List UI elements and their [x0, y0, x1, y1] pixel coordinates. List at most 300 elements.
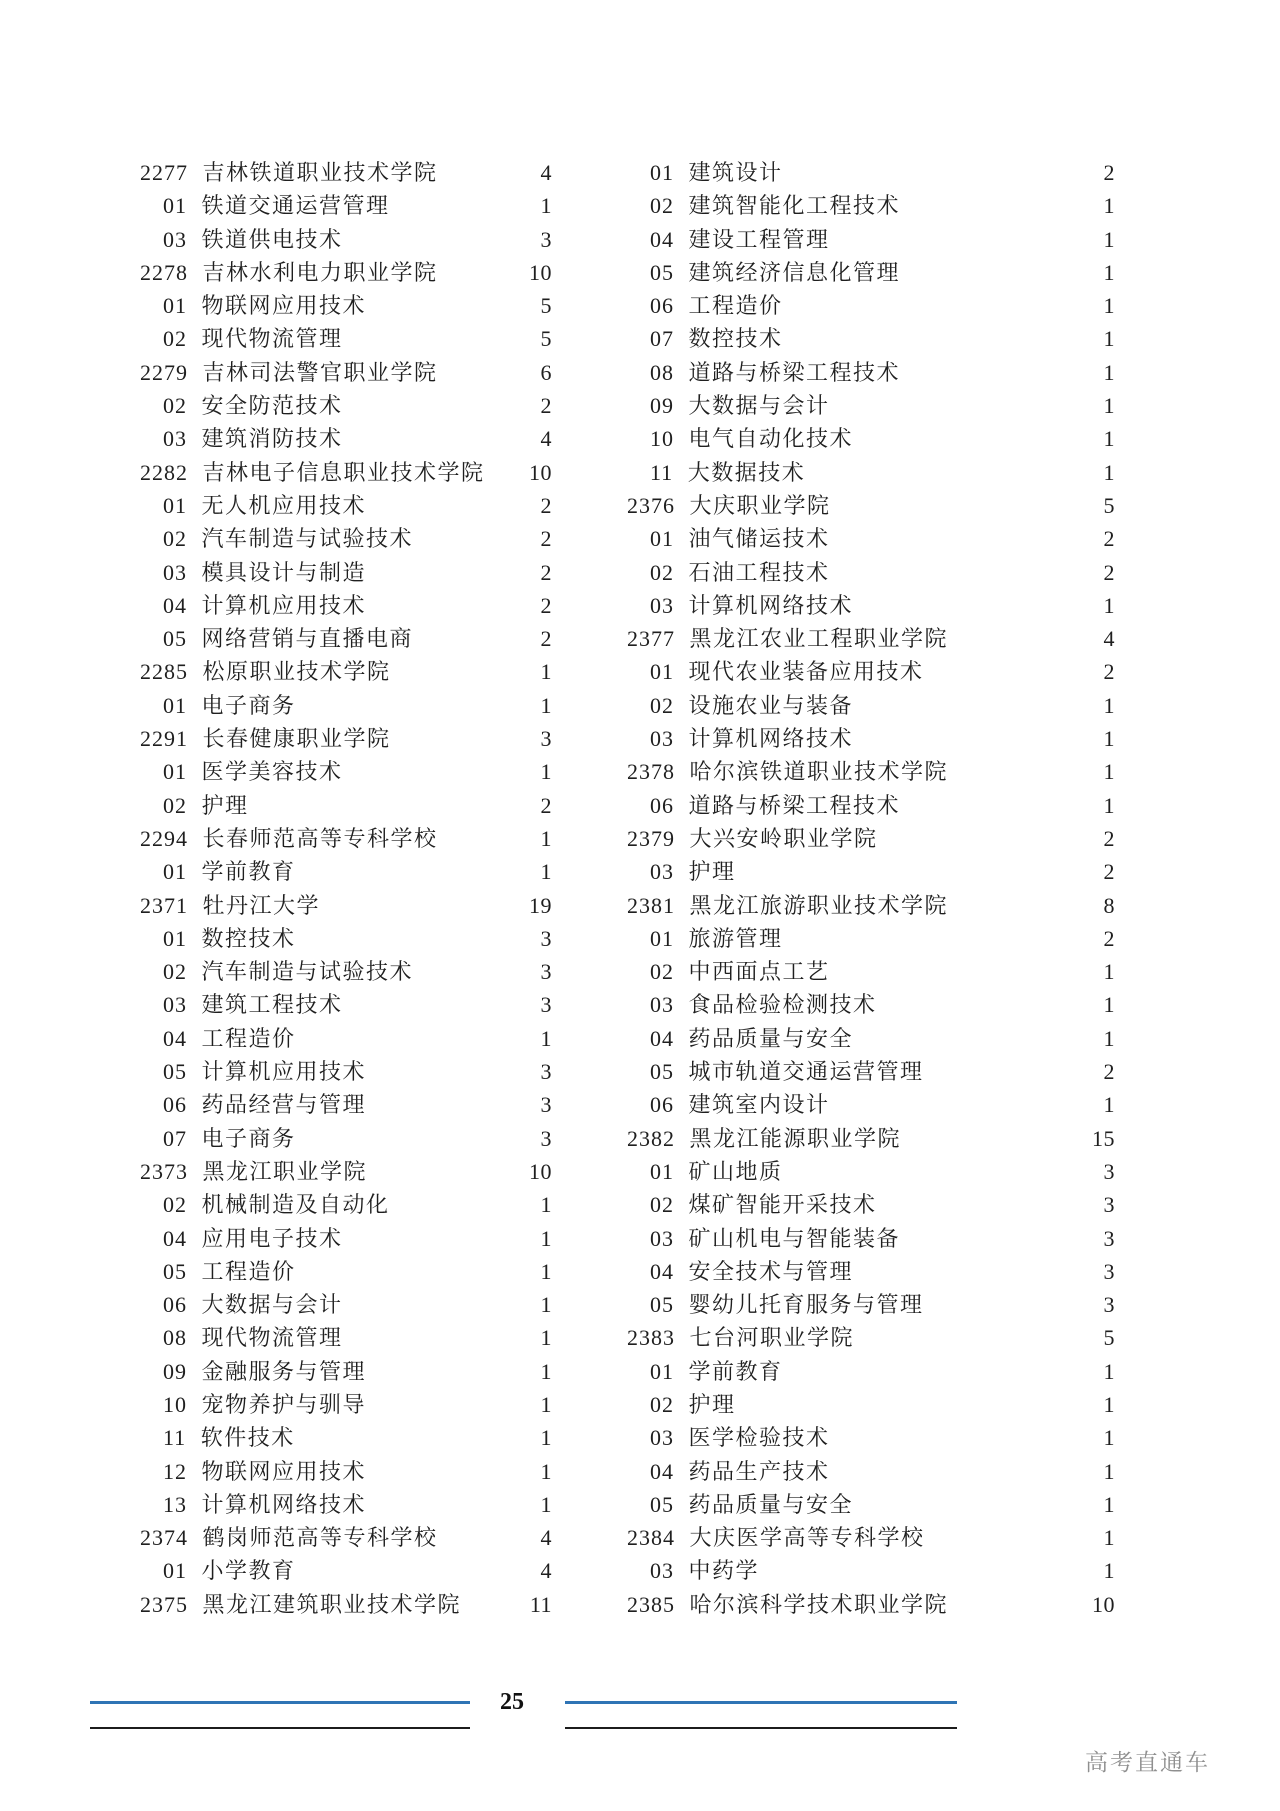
admission-count: 11: [529, 1591, 552, 1617]
list-item-label: [627, 1321, 854, 1354]
item-name: 黑龙江农业工程职业学院: [689, 626, 949, 652]
list-item: [627, 456, 1115, 489]
list-item-label: [140, 289, 366, 322]
list-item: [140, 1321, 552, 1354]
item-name: 计算机网络技术: [688, 592, 854, 618]
list-item-label: [140, 1521, 438, 1554]
list-item-label: [627, 789, 900, 822]
item-name: 道路与桥梁工程技术: [688, 359, 901, 385]
item-code: 01: [650, 1358, 674, 1384]
admission-count: 4: [540, 160, 552, 185]
admission-count: 1: [1103, 1025, 1115, 1051]
item-name: 现代物流管理: [201, 1325, 343, 1351]
admission-count: 3: [540, 1125, 552, 1151]
item-name: 药品质量与安全: [688, 1491, 854, 1517]
list-item-label: [627, 456, 805, 489]
item-name: 药品生产技术: [688, 1458, 830, 1484]
list-item: [140, 1388, 552, 1421]
list-item-label: [627, 589, 853, 622]
admission-count: 1: [540, 1325, 552, 1351]
list-item: [627, 955, 1115, 988]
admission-count: 3: [540, 226, 552, 252]
item-name: 松原职业技术学院: [202, 659, 391, 685]
admission-count: 5: [1103, 1325, 1115, 1351]
list-item: [140, 389, 552, 422]
item-name: 计算机应用技术: [201, 592, 367, 618]
list-item: [627, 1388, 1115, 1421]
admission-count: 2: [1103, 526, 1115, 552]
list-item-label: [140, 489, 366, 522]
item-code: 2385: [627, 1591, 675, 1617]
watermark-text: 高考直通车: [1085, 1749, 1210, 1775]
list-item-label: [140, 356, 438, 389]
item-name: 工程造价: [201, 1025, 296, 1051]
item-code: 03: [650, 859, 674, 885]
list-item-label: [627, 1388, 736, 1421]
item-code: 2374: [140, 1525, 188, 1551]
item-name: 学前教育: [688, 1358, 783, 1384]
admission-count: 1: [540, 1225, 552, 1251]
list-item-label: [627, 1554, 759, 1587]
item-code: 04: [650, 1458, 674, 1484]
list-item-label: [140, 1388, 366, 1421]
item-name: 汽车制造与试验技术: [201, 959, 414, 985]
item-code: 08: [650, 359, 674, 385]
list-item-label: [140, 622, 413, 655]
list-item: [627, 1022, 1115, 1055]
item-name: 电气自动化技术: [688, 426, 854, 452]
admission-count: 1: [1103, 459, 1115, 485]
item-name: 网络营销与直播电商: [201, 626, 414, 652]
admission-count: 4: [1103, 626, 1115, 652]
list-item: [627, 1521, 1115, 1554]
list-item: [627, 1355, 1115, 1388]
item-name: 药品质量与安全: [688, 1025, 854, 1051]
list-item-label: [140, 322, 343, 355]
admission-count: 3: [1103, 1158, 1115, 1184]
list-item: [627, 988, 1115, 1021]
item-code: 2294: [140, 825, 188, 851]
item-code: 01: [650, 1158, 674, 1184]
admission-count: 2: [1103, 559, 1115, 585]
admission-count: 1: [540, 825, 552, 851]
item-code: 01: [163, 193, 187, 219]
list-item: [140, 356, 552, 389]
admission-count: 1: [1103, 1092, 1115, 1118]
list-item: [140, 322, 552, 355]
item-name: 现代物流管理: [201, 326, 343, 352]
item-name: 软件技术: [200, 1425, 295, 1451]
admission-count: 3: [540, 925, 552, 951]
item-code: 2378: [627, 759, 675, 785]
list-item: [627, 655, 1115, 688]
list-item: [140, 1255, 552, 1288]
admission-count: 1: [1103, 692, 1115, 718]
list-item: [140, 522, 552, 555]
list-item-label: [627, 422, 853, 455]
admission-count: 3: [540, 959, 552, 985]
admission-count: 2: [540, 559, 552, 585]
list-item-label: [627, 189, 900, 222]
list-item-label: [140, 755, 343, 788]
item-code: 01: [163, 859, 187, 885]
item-code: 02: [650, 692, 674, 718]
list-item: [140, 988, 552, 1021]
list-item: [140, 422, 552, 455]
list-item-label: [140, 655, 391, 688]
item-name: 建筑消防技术: [201, 426, 343, 452]
item-name: 吉林铁道职业技术学院: [202, 160, 438, 185]
admission-count: 10: [1092, 1591, 1115, 1617]
item-name: 药品经营与管理: [201, 1092, 367, 1118]
list-item-label: [627, 322, 783, 355]
item-name: 建设工程管理: [688, 226, 830, 252]
list-item: [627, 156, 1115, 189]
list-item-label: [627, 689, 853, 722]
item-code: 02: [163, 792, 187, 818]
page-number: 25: [500, 1689, 524, 1715]
admission-count: 2: [1103, 160, 1115, 185]
item-code: 01: [650, 659, 674, 685]
item-code: 01: [163, 692, 187, 718]
admission-count: 1: [1103, 293, 1115, 319]
item-code: 06: [650, 293, 674, 319]
admission-count: 1: [540, 1025, 552, 1051]
admission-count: 2: [1103, 825, 1115, 851]
list-item: [627, 489, 1115, 522]
admission-count: 1: [540, 1358, 552, 1384]
item-name: 宠物养护与驯导: [201, 1391, 367, 1417]
list-item-label: [140, 1022, 296, 1055]
list-item-label: [627, 988, 877, 1021]
item-name: 设施农业与装备: [688, 692, 854, 718]
list-item-label: [627, 1455, 830, 1488]
item-code: 07: [163, 1125, 187, 1151]
item-code: 03: [163, 559, 187, 585]
item-code: 04: [650, 226, 674, 252]
item-code: 07: [650, 326, 674, 352]
item-name: 数控技术: [201, 925, 296, 951]
item-name: 安全防范技术: [201, 393, 343, 419]
list-item-label: [140, 689, 296, 722]
item-name: 小学教育: [201, 1558, 296, 1584]
item-code: 01: [163, 1558, 187, 1584]
item-name: 矿山机电与智能装备: [688, 1225, 901, 1251]
item-name: 城市轨道交通运营管理: [688, 1059, 924, 1085]
item-name: 吉林电子信息职业技术学院: [202, 459, 485, 485]
admission-count: 1: [1103, 759, 1115, 785]
list-item: [140, 722, 552, 755]
admission-count: 1: [1103, 1425, 1115, 1451]
list-item-label: [627, 389, 830, 422]
item-code: 05: [650, 1292, 674, 1318]
list-item-label: [627, 889, 948, 922]
admission-count: 1: [540, 759, 552, 785]
item-name: 建筑经济信息化管理: [688, 259, 901, 285]
item-code: 01: [650, 925, 674, 951]
list-item: [140, 1521, 552, 1554]
list-item: [140, 622, 552, 655]
admission-count: 3: [540, 726, 552, 752]
footer-rule-right-blue: [565, 1701, 957, 1704]
list-item-label: [627, 1288, 924, 1321]
item-name: 长春健康职业学院: [202, 726, 391, 752]
list-item: [140, 1554, 552, 1587]
list-item: [140, 889, 552, 922]
list-item-label: [140, 1255, 296, 1288]
list-item: [627, 1122, 1115, 1155]
item-name: 电子商务: [201, 692, 296, 718]
list-item-label: [627, 822, 878, 855]
item-name: 七台河职业学院: [689, 1325, 855, 1351]
item-name: 吉林水利电力职业学院: [202, 259, 438, 285]
list-item-label: [140, 1155, 367, 1188]
item-code: 03: [650, 1558, 674, 1584]
college-list-left-column: [140, 156, 552, 1621]
item-name: 现代农业装备应用技术: [688, 659, 924, 685]
item-name: 矿山地质: [688, 1158, 783, 1184]
admission-count: 5: [540, 293, 552, 319]
list-item: [140, 1188, 552, 1221]
list-item: [140, 1222, 552, 1255]
admission-count: 3: [1103, 1225, 1115, 1251]
item-name: 大庆医学高等专科学校: [689, 1525, 925, 1551]
item-name: 哈尔滨铁道职业技术学院: [689, 759, 949, 785]
item-name: 大兴安岭职业学院: [689, 825, 878, 851]
item-name: 物联网应用技术: [201, 1458, 367, 1484]
list-item: [627, 589, 1115, 622]
item-name: 电子商务: [201, 1125, 296, 1151]
item-name: 计算机网络技术: [201, 1491, 367, 1517]
list-item: [140, 689, 552, 722]
item-code: 01: [650, 160, 674, 185]
list-item: [140, 855, 552, 888]
list-item-label: [627, 156, 783, 189]
item-code: 03: [163, 226, 187, 252]
list-item: [627, 223, 1115, 256]
item-code: 05: [163, 1059, 187, 1085]
list-item: [627, 922, 1115, 955]
list-item: [140, 556, 552, 589]
list-item: [140, 755, 552, 788]
list-item: [140, 189, 552, 222]
list-item: [140, 1455, 552, 1488]
admission-count: 2: [1103, 1059, 1115, 1085]
list-item: [627, 1255, 1115, 1288]
item-code: 03: [163, 426, 187, 452]
admission-count: 10: [529, 459, 552, 485]
list-item: [627, 522, 1115, 555]
list-item-label: [627, 1088, 830, 1121]
item-name: 大数据与会计: [688, 393, 830, 419]
list-item-label: [140, 589, 366, 622]
item-code: 08: [163, 1325, 187, 1351]
item-code: 05: [650, 1059, 674, 1085]
item-name: 道路与桥梁工程技术: [688, 792, 901, 818]
list-item-label: [140, 1288, 343, 1321]
item-name: 金融服务与管理: [201, 1358, 367, 1384]
list-item-label: [140, 1588, 461, 1621]
admission-count: 1: [540, 859, 552, 885]
list-item-label: [627, 755, 948, 788]
item-name: 汽车制造与试验技术: [201, 526, 414, 552]
item-code: 12: [163, 1458, 187, 1484]
item-code: 04: [650, 1258, 674, 1284]
list-item-label: [140, 1122, 296, 1155]
item-name: 数控技术: [688, 326, 783, 352]
admission-count: 1: [540, 659, 552, 685]
item-name: 铁道供电技术: [201, 226, 343, 252]
admission-count: 19: [529, 892, 552, 918]
list-item: [627, 822, 1115, 855]
item-code: 04: [163, 1225, 187, 1251]
college-list-right-column: [627, 156, 1115, 1621]
list-item-label: [140, 189, 390, 222]
list-item: [627, 855, 1115, 888]
list-item: [627, 889, 1115, 922]
item-code: 2379: [627, 825, 675, 851]
item-name: 医学美容技术: [201, 759, 343, 785]
item-name: 煤矿智能开采技术: [688, 1192, 877, 1218]
list-item-label: [140, 1488, 366, 1521]
list-item: [627, 1421, 1115, 1454]
admission-count: 2: [540, 393, 552, 419]
list-item: [627, 189, 1115, 222]
item-name: 计算机应用技术: [201, 1059, 367, 1085]
list-item: [140, 589, 552, 622]
admission-count: 1: [1103, 959, 1115, 985]
admission-count: 2: [540, 626, 552, 652]
list-item-label: [627, 855, 736, 888]
item-name: 吉林司法警官职业学院: [202, 359, 438, 385]
admission-count: 1: [1103, 1558, 1115, 1584]
list-item-label: [627, 356, 900, 389]
list-item: [627, 356, 1115, 389]
item-name: 旅游管理: [688, 925, 783, 951]
admission-count: 15: [1092, 1125, 1115, 1151]
list-item: [627, 755, 1115, 788]
list-item: [140, 1155, 552, 1188]
item-name: 黑龙江旅游职业技术学院: [689, 892, 949, 918]
item-code: 02: [650, 559, 674, 585]
item-name: 护理: [688, 1391, 736, 1417]
list-item: [627, 1088, 1115, 1121]
item-name: 婴幼儿托育服务与管理: [688, 1292, 924, 1318]
item-name: 模具设计与制造: [201, 559, 367, 585]
item-code: 09: [650, 393, 674, 419]
admission-count: 1: [1103, 1458, 1115, 1484]
item-code: 10: [163, 1391, 187, 1417]
list-item-label: [140, 1355, 366, 1388]
admission-count: 1: [1103, 1491, 1115, 1517]
item-code: 04: [163, 1025, 187, 1051]
list-item: [140, 789, 552, 822]
list-item: [627, 1488, 1115, 1521]
item-code: 2377: [627, 626, 675, 652]
item-name: 建筑工程技术: [201, 992, 343, 1018]
list-item-label: [140, 1421, 295, 1454]
admission-count: 1: [1103, 592, 1115, 618]
item-code: 03: [650, 1225, 674, 1251]
list-item: [140, 289, 552, 322]
item-name: 哈尔滨科学技术职业学院: [689, 1591, 949, 1617]
admission-count: 3: [1103, 1292, 1115, 1318]
admission-count: 8: [1103, 892, 1115, 918]
footer-rule-left-dark: [90, 1727, 470, 1729]
item-name: 护理: [688, 859, 736, 885]
admission-count: 3: [1103, 1258, 1115, 1284]
item-code: 02: [163, 959, 187, 985]
list-item: [140, 1488, 552, 1521]
list-item-label: [140, 1222, 343, 1255]
item-name: 学前教育: [201, 859, 296, 885]
item-name: 安全技术与管理: [688, 1258, 854, 1284]
list-item: [627, 1055, 1115, 1088]
item-code: 09: [163, 1358, 187, 1384]
item-code: 01: [163, 759, 187, 785]
list-item: [627, 1588, 1115, 1621]
item-code: 05: [650, 259, 674, 285]
list-item-label: [627, 622, 948, 655]
list-item: [140, 1022, 552, 1055]
item-code: 02: [650, 1192, 674, 1218]
list-item: [140, 1122, 552, 1155]
item-name: 黑龙江职业学院: [202, 1158, 368, 1184]
item-code: 2371: [140, 892, 188, 918]
admission-count: 2: [540, 492, 552, 518]
admission-count: 1: [540, 1391, 552, 1417]
admission-count: 1: [1103, 393, 1115, 419]
list-item: [627, 556, 1115, 589]
list-item: [627, 289, 1115, 322]
item-code: 02: [650, 1391, 674, 1417]
admission-count: 1: [1103, 792, 1115, 818]
list-item-label: [627, 1421, 830, 1454]
item-name: 工程造价: [201, 1258, 296, 1284]
list-item: [140, 256, 552, 289]
item-name: 无人机应用技术: [201, 492, 367, 518]
admission-count: 2: [1103, 925, 1115, 951]
admission-count: 1: [540, 193, 552, 219]
admission-count: 2: [540, 792, 552, 818]
admission-count: 2: [540, 526, 552, 552]
list-item: [140, 1288, 552, 1321]
item-code: 06: [650, 792, 674, 818]
item-name: 黑龙江能源职业学院: [689, 1125, 902, 1151]
item-name: 食品检验检测技术: [688, 992, 877, 1018]
list-item: [140, 223, 552, 256]
list-item-label: [627, 955, 830, 988]
item-code: 03: [650, 592, 674, 618]
item-code: 02: [650, 193, 674, 219]
item-code: 03: [163, 992, 187, 1018]
item-name: 护理: [201, 792, 249, 818]
list-item-label: [627, 1022, 853, 1055]
list-item-label: [627, 922, 783, 955]
item-code: 05: [650, 1491, 674, 1517]
item-name: 工程造价: [688, 293, 783, 319]
list-item: [140, 655, 552, 688]
item-code: 2373: [140, 1158, 188, 1184]
item-name: 铁道交通运营管理: [201, 193, 390, 219]
list-item: [627, 689, 1115, 722]
item-name: 建筑智能化工程技术: [688, 193, 901, 219]
item-code: 2277: [140, 160, 188, 185]
list-item-label: [627, 256, 900, 289]
item-code: 02: [163, 526, 187, 552]
admission-count: 1: [1103, 259, 1115, 285]
list-item: [140, 1421, 552, 1454]
